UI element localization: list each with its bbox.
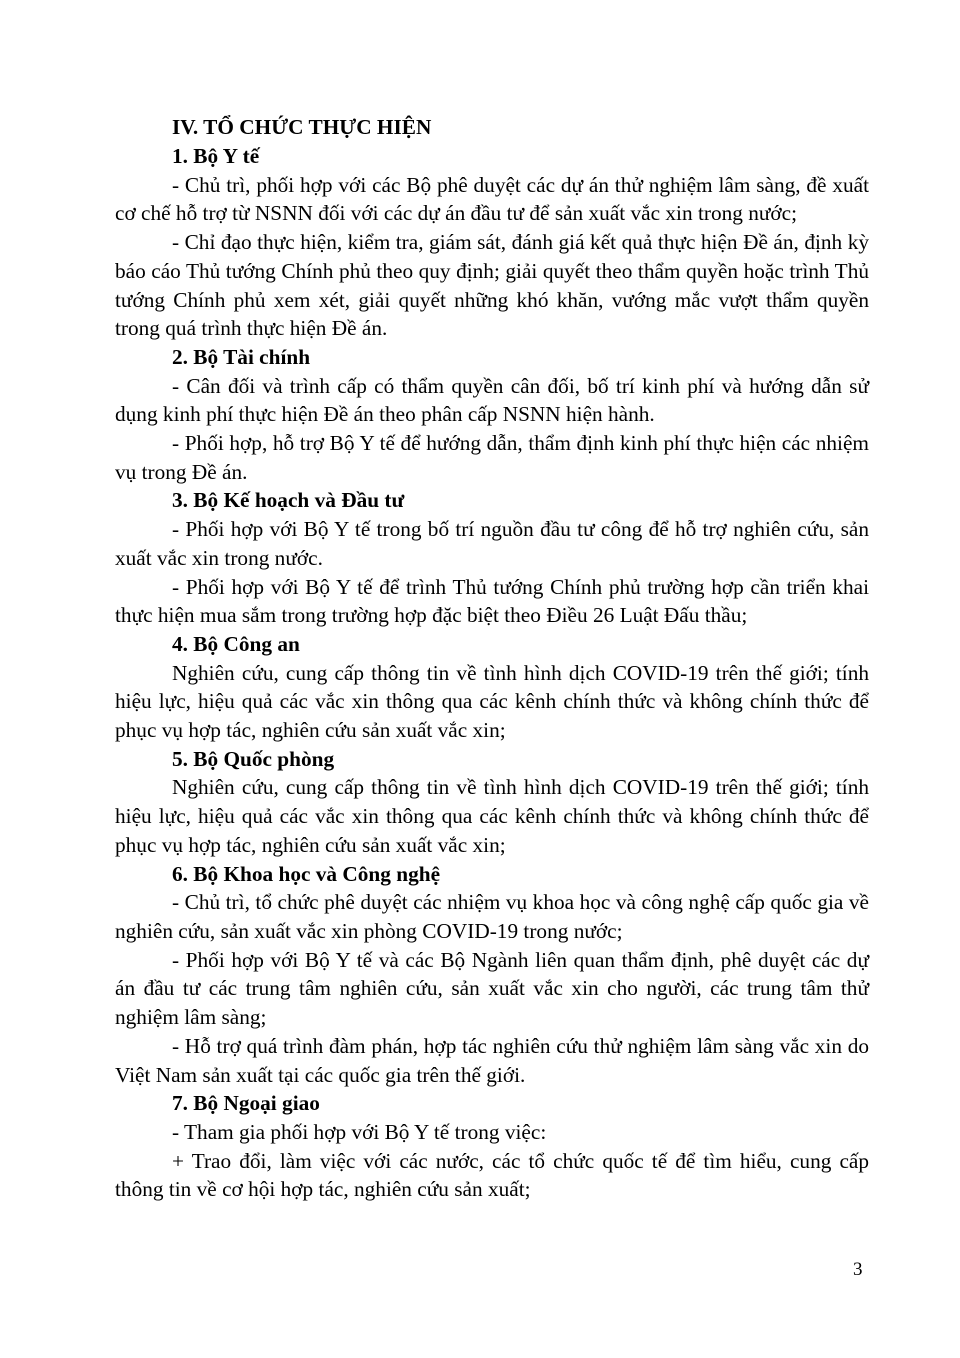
paragraph: Nghiên cứu, cung cấp thông tin về tình hình dịch COVID-19 trên thế giới; tính hiệu lực, hiệu quả các vắc xin thông qua các kênh chính thức và không chính thức để phục vụ hợp tác, nghiên cứu sản xuất vắc xin; xyxy=(115,775,869,857)
document-page xyxy=(115,112,869,1204)
section-heading-bo-khoa-hoc-cong-nghe: 6. Bộ Khoa học và Công nghệ xyxy=(172,861,441,886)
paragraph: - Hỗ trợ quá trình đàm phán, hợp tác nghiên cứu thử nghiệm lâm sàng vắc xin do Việt Nam sản xuất tại các quốc gia trên thế giới. xyxy=(115,1033,869,1087)
paragraph: - Phối hợp với Bộ Y tế và các Bộ Ngành liên quan thẩm định, phê duyệt các dự án đầu tư các trung tâm nghiên cứu, sản xuất vắc xin cho người, các trung tâm thử nghiệm lâm sàng; xyxy=(115,947,869,1030)
paragraph: + Trao đổi, làm việc với các nước, các tổ chức quốc tế để tìm hiểu, cung cấp thông tin về cơ hội hợp tác, nghiên cứu sản xuất; xyxy=(115,1148,869,1202)
section-title: IV. TỔ CHỨC THỰC HIỆN xyxy=(172,115,432,139)
paragraph: - Chủ trì, tổ chức phê duyệt các nhiệm vụ khoa học và công nghệ cấp quốc gia về nghiên cứu, sản xuất vắc xin phòng COVID-19 trong nước; xyxy=(115,890,869,943)
section-heading-bo-ke-hoach-dau-tu: 3. Bộ Kế hoạch và Đầu tư xyxy=(172,488,405,513)
paragraph: - Phối hợp với Bộ Y tế trong bố trí nguồn đầu tư công để hỗ trợ nghiên cứu, sản xuất vắc xin trong nước. xyxy=(115,517,869,570)
paragraph: Nghiên cứu, cung cấp thông tin về tình hình dịch COVID-19 trên thế giới; tính hiệu lực, hiệu quả các vắc xin thông qua các kênh chính thức và không chính thức để phục vụ hợp tác, nghiên cứu sản xuất vắc xin; xyxy=(115,660,869,743)
section-heading-bo-ngoai-giao: 7. Bộ Ngoại giao xyxy=(172,1091,320,1116)
paragraph: - Phối hợp, hỗ trợ Bộ Y tế để hướng dẫn, thẩm định kinh phí thực hiện các nhiệm vụ trong Đề án. xyxy=(115,431,869,484)
paragraph: - Chủ trì, phối hợp với các Bộ phê duyệt các dự án thử nghiệm lâm sàng, đề xuất cơ chế hỗ trợ từ NSNN đối với các dự án đầu tư để sản xuất vắc xin trong nước; xyxy=(115,172,869,226)
paragraph: - Cân đối và trình cấp có thẩm quyền cân đối, bố trí kinh phí và hướng dẫn sử dụng kinh phí thực hiện Đề án theo phân cấp NSNN hiện hành. xyxy=(115,373,869,427)
section-heading-bo-cong-an: 4. Bộ Công an xyxy=(172,631,300,656)
paragraph: - Tham gia phối hợp với Bộ Y tế trong việc: xyxy=(172,1119,547,1144)
section-heading-bo-tai-chinh: 2. Bộ Tài chính xyxy=(172,344,311,369)
paragraph: - Chỉ đạo thực hiện, kiểm tra, giám sát, đánh giá kết quả thực hiện Đề án, định kỳ báo cáo Thủ tướng Chính phủ theo quy định; giải quyết theo thẩm quyền hoặc trình Thủ tướng Chính phủ xem xét, giải quyết những khó khăn, vướng mắc vượt thẩm quyền trong quá trình thực hiện Đề án. xyxy=(115,230,869,341)
section-heading-bo-quoc-phong: 5. Bộ Quốc phòng xyxy=(172,746,335,771)
page-number: 3 xyxy=(853,1259,863,1280)
section-heading-bo-y-te: 1. Bộ Y tế xyxy=(172,144,260,168)
paragraph: - Phối hợp với Bộ Y tế để trình Thủ tướng Chính phủ trường hợp cần triển khai thực hiện mua sắm trong trường hợp đặc biệt theo Điều 26 Luật Đấu thầu; xyxy=(115,574,869,628)
